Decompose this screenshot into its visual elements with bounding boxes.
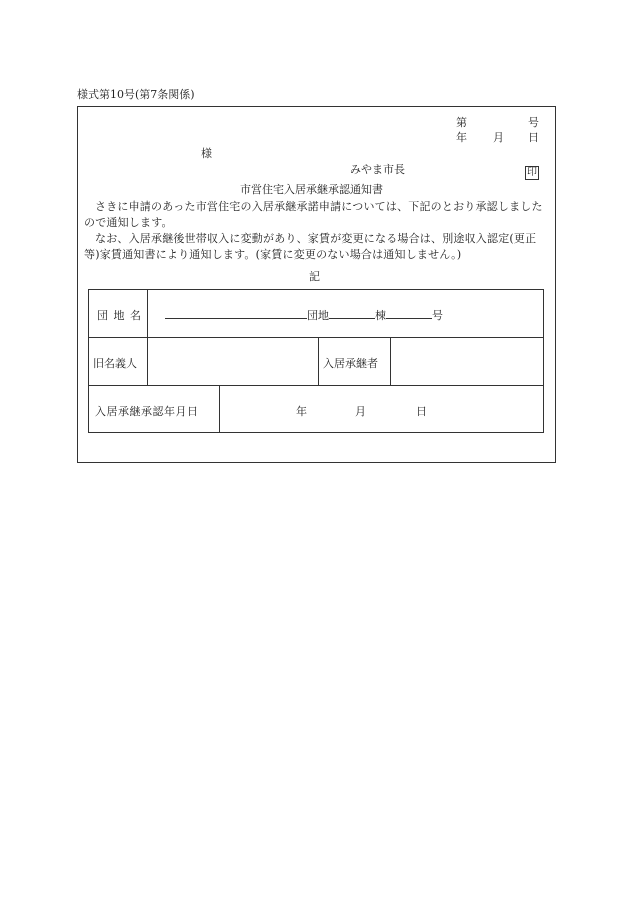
table-divider xyxy=(89,337,543,338)
approval-year: 年 xyxy=(296,405,307,418)
table-divider xyxy=(219,385,220,433)
ki-heading: 記 xyxy=(309,270,320,283)
danchi-word: 団地 xyxy=(307,309,329,322)
recipient-suffix: 様 xyxy=(201,147,212,160)
body-paragraph-2: なお、入居承継後世帯収入に変動があり、家賃が変更になる場合は、別途収入認定(更正等)家賃通知書により通知します。(家賃に変更のない場合は通知しません。) xyxy=(84,232,537,261)
danchi-name-label: 団 地 名 xyxy=(97,309,142,322)
body-paragraph-1: さきに申請のあった市営住宅の入居承継承諾申請については、下記のとおり承認しましたので通知します。 xyxy=(84,200,543,229)
table-divider xyxy=(147,290,148,385)
seal-mark: 印 xyxy=(527,167,537,178)
date-day: 日 xyxy=(528,131,539,144)
danchi-name-field xyxy=(165,307,443,323)
document-title: 市営住宅入居承継承認通知書 xyxy=(240,183,383,196)
seal-icon xyxy=(525,160,539,180)
tou-blank xyxy=(329,308,375,319)
table-divider xyxy=(89,385,543,386)
table-divider xyxy=(390,337,391,385)
issuer-name: みやま市長 xyxy=(350,163,405,176)
gou-blank xyxy=(386,308,432,319)
approval-day: 日 xyxy=(416,405,427,418)
successor-label: 入居承継者 xyxy=(323,357,378,370)
approval-date-label: 入居承継承認年月日 xyxy=(95,405,199,418)
number-suffix: 号 xyxy=(528,116,539,129)
number-prefix: 第 xyxy=(456,116,467,129)
date-year: 年 xyxy=(456,131,467,144)
table-divider xyxy=(318,337,319,385)
tou-word: 棟 xyxy=(375,309,386,322)
gou-word: 号 xyxy=(432,309,443,322)
detail-table xyxy=(88,289,544,433)
danchi-blank xyxy=(165,308,307,319)
date-month: 月 xyxy=(493,131,504,144)
form-label: 様式第10号(第7条関係) xyxy=(77,88,195,101)
approval-month: 月 xyxy=(355,405,366,418)
former-holder-label: 旧名義人 xyxy=(93,357,137,370)
